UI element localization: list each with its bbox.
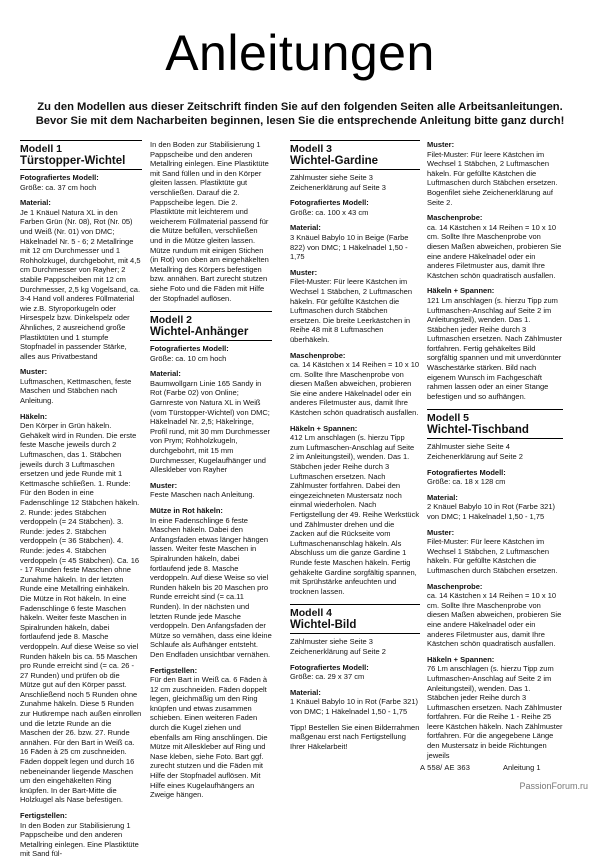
modell-3-muster-heading: Muster:	[290, 267, 318, 277]
modell-3-spann: 412 Lm anschlagen (s. hierzu Tipp zum Luftmaschen-Anschlag auf Seite 2 im Anleitungsteil), wenden. Das 1. Stäbchen jeder Reihe durch 3 Luftmaschen ersetzen. Nach Zählmuster fortfahren. Dabei den eingezeichneten Mustersatz noch einmal wiederholen. Nach Fertigstellung der 49. Reihe Werkstück und Zählmuster drehen und die Zacken auf die Rückseite vom Luftmaschenanschlag häkeln. Als Abschluss um die ganze Gardine 1 Runde feste Maschen häkeln. Fertig gehäkelte Gardine sorgfältig spannen, mit Sprühstärke anfeuchten und trocknen lassen.	[290, 433, 420, 596]
modell-2-material: Baumwollgarn Linie 165 Sandy in Rot (Farbe 02) von Online; Garnreste von Natura XL in Weiß (vom Türstopper-Wichtel) von DMC; Häkelnadel Nr. 2,5; Häkelringe, Profil rund, mit 30 mm Durchmesser von Prym; Rohholzkugeln, durchgebohrt, mit 15 mm Durchmesser, Kugelaufhänger und Alleskleber von Rayher	[150, 378, 271, 475]
modell-1-haekeln-heading: Häkeln:	[20, 411, 48, 421]
modell-2-muster: Feste Maschen nach Anleitung.	[150, 490, 255, 500]
modell-4-tipp: Tipp! Bestellen Sie einen Bilderrahmen maßgenau erst nach Fertigstellung Ihrer Häkelarbeit!	[290, 722, 420, 751]
modell-3-size: Größe: ca. 100 x 43 cm	[290, 207, 369, 217]
modell-5-material-heading: Material:	[427, 492, 458, 502]
modell-1-material: Je 1 Knäuel Natura XL in den Farben Grün (Nr. 08), Rot (Nr. 05) und Weiß (Nr. 01) von DMC; Häkelnadel Nr. 5 - 6; 2 Metallringe mit 12 cm Durchmesser und 1 Rohholzkugel, durchgebohrt, mit 4,5 cm Durchmesser von Rayher; 2 stabile Pappscheiben mit 12 cm Durchmesser, 2,5 kg Vogelsand, ca. 3-4 Hand voll anderes Füllmaterial wie z.B. Styroporkugeln oder Hirsespelz bzw. Dinkelspelz oder Ähnliches, 2 ausreichend große Plastiktüten und 1 stumpfe Stopfnadel in passender Stärke, alles aus Privatbestand	[20, 207, 141, 361]
modell-4-material: 1 Knäuel Babylo 10 in Rot (Farbe 321) von DMC; 1 Häkelnadel 1,50 - 1,75	[290, 697, 418, 716]
column-4	[427, 140, 563, 766]
modell-5-muster-heading: Muster:	[427, 527, 455, 537]
modell-3-number: Modell 3	[290, 143, 333, 155]
modell-4-spann: 121 Lm anschlagen (s. hierzu Tipp zum Luftmaschen-Anschlag auf Seite 2 im Anleitungsteil), wenden. Das 1. Stäbchen jeder Reihe durch 3 Luftmaschen ersetzen. Nach Zählmuster fortfahren. Fertig gehäkeltes Bild sorgfältig spannen und mit unverdünnter Wäschestärke stärken. Bild nach eigenem Wunsch im Fachgeschäft rahmen lassen oder an einer Stange befestigen und so aufhängen.	[427, 295, 563, 401]
modell-3-header	[290, 140, 420, 170]
modell-1-fertig-heading: Fertigstellen:	[20, 811, 68, 820]
modell-5-probe: ca. 14 Kästchen x 14 Reihen = 10 x 10 cm. Sollte Ihre Maschenprobe von diesen Maßen abweichen, probieren Sie eine andere Häkelnadel oder ein anderes Filetmuster aus, damit Ihre Kästchen schön quadratisch ausfallen.	[427, 591, 562, 649]
modell-1-haekeln: Den Körper in Grün häkeln. Gehäkelt wird in Runden. Die erste feste Masche jeweils durch 2 Luftmaschen, das 1. Stäbchen jeweils durch 3 Luftmaschen ersetzen und jede Runde mit 1 Kettmasche schließen. 1. Runde: Für den Boden in eine Fadenschlinge 12 Stäbchen häkeln. 2. Runde: jedes Stäbchen verdoppeln (= 24 Stäbchen). 3. Runde: jedes 2. Stäbchen verdoppeln (= 36 Stäbchen). 4. Runde: jedes 4. Stäbchen verdoppeln (= 45 Stäbchen). Ca. 16 - 17 Runden feste Maschen ohne Zunahme häkeln. In der letzten Runde eine Metallring einhäkeln. Die Mütze in Rot häkeln. In eine Fadenschlinge 6 feste Maschen häkeln. Weiter feste Maschen in Spiralrunden häkeln, dabei fortlaufend jede 8. Masche verdoppeln. Auf diese Weise so viel Runden häkeln bis ca. 55 Maschen pro Runde erreicht sind (= ca. 26 - 27 Runden) und prüfen ob die Mütze gut auf den Körper passt. Anschließend noch 5 Runden ohne Zunahme häkeln. Diese 5 Runden zur Hutkrempe nach außen einrollen und die letzte Runde an die Maschen der 26. bzw. 27. Runde annähen. Für den Bart in Weiß ca. 16 Fäden à 25 cm zuschneiden. Fäden doppelt legen und durch 16 nebeneinander liegende Maschen um den eingehäkelten Ring knüpfen. In der Bart-Mitte die Holzkugel als Nase befestigen.	[20, 421, 142, 805]
modell-1-fertig: In den Boden zur Stabilisierung 1 Pappscheibe und den anderen Metallring einlegen. Eine Plastiktüte mit Sand füllen und in den Körper gleiten lassen. Plastiktüte gut verschließen. Darauf die 2. Pappscheibe legen. Die 2. Plastiktüte mit leichterem und weicherem Füllmaterial passend für die Mütze befüllen, verschließen und in die Mütze gleiten lassen. Mütze rundum mit einigen Stichen (in Rot) von oben am eingehäkelten Metallring des Körpers befestigen bzw. annähen. Bart zurecht stutzen siehe Foto und die Fäden mit Hilfe der Stopfnadel auflösen.	[150, 140, 269, 303]
modell-1-size-heading: Fotografiertes Modell:	[20, 173, 99, 182]
modell-4-zeichen: Zeichenerklärung auf Seite 2	[290, 646, 386, 656]
modell-1-header	[20, 140, 142, 170]
modell-3-material: 3 Knäuel Babylo 10 in Beige (Farbe 822) von DMC; 1 Häkelnadel 1,50 - 1,75	[290, 232, 409, 262]
footer-code: A 558/ AE 363	[420, 763, 471, 772]
modell-4-name: Wichtel-Bild	[290, 619, 420, 634]
modell-3-probe-heading: Maschenprobe:	[290, 350, 346, 360]
modell-5-size: Größe: ca. 18 x 128 cm	[427, 477, 506, 487]
modell-5-zeichen: Zeichenerklärung auf Seite 2	[427, 452, 523, 462]
column-2	[150, 140, 272, 806]
column-3	[290, 140, 420, 757]
modell-2-fertig-heading: Fertigstellen:	[150, 665, 198, 675]
modell-1-name: Türstopper-Wichtel	[20, 155, 142, 170]
modell-4-number: Modell 4	[290, 607, 333, 620]
modell-3-size-heading: Fotografiertes Modell:	[290, 198, 369, 208]
modell-2-fertig: Für den Bart in Weiß ca. 6 Fäden à 12 cm zuschneiden. Fäden doppelt legen, gleichmäßig um den Ring knüpfen und etwas zusammen schieben. Einen weiteren Faden durch die Kugel ziehen und ebenfalls am Ring anschlingen. Die Mütze mit Alleskleber auf Ring und Nase kleben, siehe Foto. Bart ggf. zurecht stutzen und die Fäden mit Hilfe der Stopfnadel auflösen. Mit Hilfe eines Kugelaufhängers an Zweige hängen.	[150, 675, 268, 800]
modell-4-size: Größe: ca. 29 x 37 cm	[290, 672, 365, 682]
modell-4-zaehlmuster: Zählmuster siehe Seite 3	[290, 637, 373, 647]
modell-3-probe: ca. 14 Kästchen x 14 Reihen = 10 x 10 cm. Sollte Ihre Maschenprobe von diesen Maßen abweichen, probieren Sie eine andere Häkelnadel oder ein anderes Filetmuster aus, damit Ihre Kästchen schön quadratisch ausfallen.	[290, 360, 420, 418]
column-1	[20, 140, 142, 865]
modell-2-muetze-heading: Mütze in Rot häkeln:	[150, 506, 223, 515]
modell-1-muster: Luftmaschen, Kettmaschen, feste Maschen und Stäbchen nach Anleitung.	[20, 376, 132, 406]
modell-1-number: Modell 1	[20, 143, 63, 155]
modell-4-probe: ca. 14 Kästchen x 14 Reihen = 10 x 10 cm. Sollte Ihre Maschenprobe von diesen Maßen abweichen, probieren Sie eine andere Häkelnadel oder ein anderes Filetmuster aus, damit Ihre Kästchen schön quadratisch ausfallen.	[427, 222, 562, 280]
modell-3-zaehlmuster: Zählmuster siehe Seite 3	[290, 173, 373, 182]
modell-5-spann: 76 Lm anschlagen (s. hierzu Tipp zum Luftmaschen-Anschlag auf Seite 2 im Anleitungsteil), wenden. Das 1. Stäbchen jeder Reihe durch 3 Luftmaschen ersetzen. Nach Zählmuster fortfahren. Für die Reihe 1 - Reihe 25 leere Kästchen häkeln. Nach Zählmuster fortfahren. Für die angegebene Länge den Mustersatz in beide Richtungen jeweils	[427, 664, 563, 760]
modell-2-name: Wichtel-Anhänger	[150, 326, 272, 341]
modell-5-muster: Filet-Muster: Für leere Kästchen im Wechsel 1 Stäbchen, 2 Luftmaschen häkeln. Für gefüllte Kästchen die Luftmaschen durch Stäbchen ersetzen.	[427, 537, 558, 575]
modell-1-fertig-part1: In den Boden zur Stabilisierung 1 Pappscheibe und den anderen Metallring einlegen. Eine Plastiktüte mit Sand fül-	[20, 820, 139, 859]
watermark-text: PassionForum.ru	[519, 781, 588, 791]
page-title: Anleitungen	[165, 25, 435, 81]
modell-5-name: Wichtel-Tischband	[427, 424, 563, 439]
modell-2-muetze: In eine Fadenschlinge 6 feste Maschen häkeln. Dabei den Anfangsfaden etwas länger hängen lassen. Weiter feste Maschen in Spiralrunden häkeln, dabei fortlaufend jede 8. Masche verdoppeln. Auf diese Weise so viel Runden häkeln bis 20 Maschen pro Runde erreicht sind (= ca.11 Runden). In der nächsten und letzten Runde jede Masche verdoppeln. Den Anfangsfaden der Mütze so vernähen, dass eine kleine Schlaufe als Aufhänger entsteht. Den Endfaden unsichtbar vernähen.	[150, 515, 272, 659]
modell-4-spann-heading: Häkeln + Spannen:	[427, 286, 495, 296]
modell-3-spann-heading: Häkeln + Spannen:	[290, 423, 358, 433]
intro-text: Zu den Modellen aus dieser Zeitschrift finden Sie auf den folgenden Seiten alle Arbeitsanleitungen. Bevor Sie mit dem Nacharbeiten beginnen, lesen Sie die entsprechende Anleitung bitte ganz durch!	[35, 101, 565, 127]
modell-2-muster-heading: Muster:	[150, 480, 178, 490]
modell-1-muster-heading: Muster:	[20, 367, 48, 377]
modell-5-header	[427, 409, 563, 439]
modell-5-size-heading: Fotografiertes Modell:	[427, 467, 506, 477]
modell-5-material: 2 Knäuel Babylo 10 in Rot (Farbe 321) von DMC; 1 Häkelnadel 1,50 - 1,75	[427, 502, 555, 521]
modell-2-size-heading: Fotografiertes Modell:	[150, 344, 229, 354]
modell-3-muster: Filet-Muster: Für leere Kästchen im Wechsel 1 Stäbchen, 2 Luftmaschen häkeln. Für gefüllte Kästchen die Luftmaschen durch Stäbchen ersetzen. Die breite Leerkästchen in Reihe 48 mit 8 Luftmaschen überhäkeln.	[290, 277, 413, 344]
modell-4-size-heading: Fotografiertes Modell:	[290, 662, 369, 672]
modell-4-muster-heading: Muster:	[427, 140, 455, 149]
modell-4-probe-heading: Maschenprobe:	[427, 213, 483, 223]
modell-2-header	[150, 311, 272, 341]
modell-1-material-heading: Material:	[20, 198, 51, 208]
modell-3-zeichen: Zeichenerklärung auf Seite 3	[290, 182, 386, 192]
modell-4-material-heading: Material:	[290, 687, 321, 697]
modell-4-header	[290, 604, 420, 634]
modell-1-size: Größe: ca. 37 cm hoch	[20, 182, 97, 192]
modell-3-material-heading: Material:	[290, 223, 321, 233]
modell-5-zaehlmuster: Zählmuster siehe Seite 4	[427, 442, 510, 452]
modell-2-material-heading: Material:	[150, 369, 181, 379]
modell-4-muster: Filet-Muster: Für leere Kästchen im Wechsel 1 Stäbchen, 2 Luftmaschen häkeln. Für gefüllte Kästchen die Luftmaschen durch Stäbchen ersetzen. Bogenfilet siehe Zeichenerklärung auf Seite 2.	[427, 149, 558, 207]
modell-3-name: Wichtel-Gardine	[290, 155, 420, 170]
footer-label: Anleitung 1	[503, 763, 541, 772]
modell-5-probe-heading: Maschenprobe:	[427, 581, 483, 591]
modell-5-spann-heading: Häkeln + Spannen:	[427, 654, 495, 664]
modell-5-number: Modell 5	[427, 412, 470, 425]
modell-2-number: Modell 2	[150, 314, 193, 327]
modell-2-size: Größe: ca. 10 cm hoch	[150, 353, 227, 363]
